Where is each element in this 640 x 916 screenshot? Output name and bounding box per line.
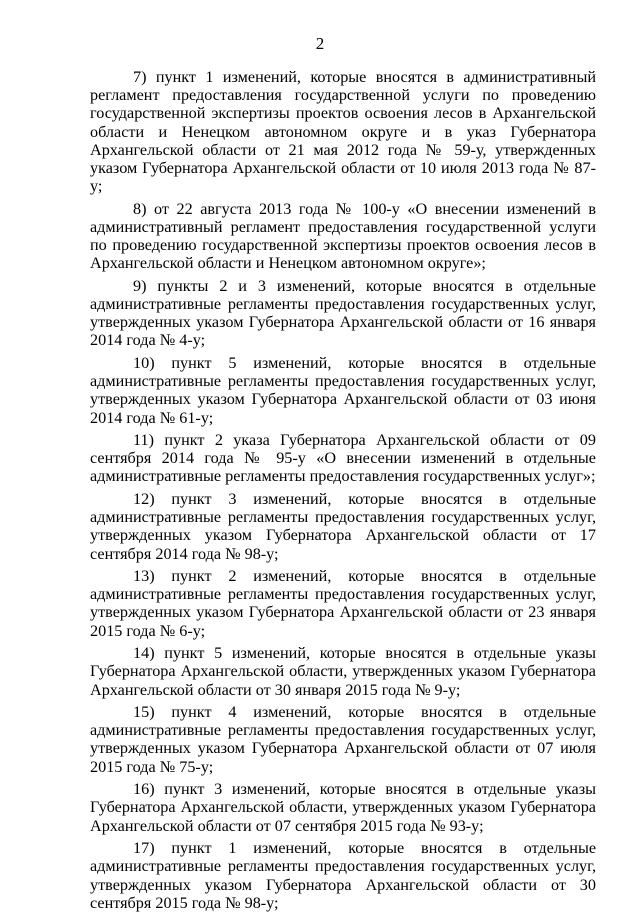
list-item-12: 12) пункт 3 изменений, которые вносятся в отдельные административные регламенты предоставления государственных услуг, утвержденных указом Губернатора Архангельской области от 17 сентября 2014 года № 98-у; bbox=[90, 489, 596, 563]
list-item-14: 14) пункт 5 изменений, которые вносятся в отдельные указы Губернатора Архангельской области, утвержденных указом Губернатора Архангельской области от 30 января 2015 года № 9-у; bbox=[90, 644, 596, 699]
list-item-9: 9) пункты 2 и 3 изменений, которые вносятся в отдельные административные регламенты предоставления государственных услуг, утвержденных указом Губернатора Архангельской области от 16 января 2014 года № 4-у; bbox=[90, 276, 596, 350]
list-item-13: 13) пункт 2 изменений, которые вносятся в отдельные административные регламенты предоставления государственных услуг, утвержденных указом Губернатора Архангельской области от 23 января 2015 года № 6-у; bbox=[90, 567, 596, 640]
list-item-11: 11) пункт 2 указа Губернатора Архангельской области от 09 сентября 2014 года № 95-у «О внесении изменений в отдельные административные регламенты предоставления государственных услуг»; bbox=[90, 431, 596, 486]
list-item-7: 7) пункт 1 изменений, которые вносятся в административный регламент предоставления государственной услуги по проведению государственной экспертизы проектов освоения лесов в Архангельской области и Ненецком автономном округе и в указ Губернатора Архангельской области от 21 мая 2012 года № 59-у, утвержденных указом Губернатора Архангельской области от 10 июля 2013 года № 87-у; bbox=[90, 68, 596, 196]
list-item-16: 16) пункт 3 изменений, которые вносятся в отдельные указы Губернатора Архангельской области, утвержденных указом Губернатора Архангельской области от 07 сентября 2015 года № 93-у; bbox=[90, 780, 596, 835]
list-item-17: 17) пункт 1 изменений, которые вносятся в отдельные административные регламенты предоставления государственных услуг, утвержденных указом Губернатора Архангельской области от 30 сентября 2015 года № 98-у; bbox=[90, 839, 596, 912]
list-item-15: 15) пункт 4 изменений, которые вносятся в отдельные административные регламенты предоставления государственных услуг, утвержденных указом Губернатора Архангельской области от 07 июля 2015 года № 75-у; bbox=[90, 703, 596, 776]
page-number: 2 bbox=[315, 34, 325, 53]
list-item-10: 10) пункт 5 изменений, которые вносятся в отдельные административные регламенты предоставления государственных услуг, утвержденных указом Губернатора Архангельской области от 03 июня 2014 года № 61-у; bbox=[90, 353, 596, 427]
list-item-8: 8) от 22 августа 2013 года № 100-у «О внесении изменений в административный регламент предоставления государственной услуги по проведению государственной экспертизы проектов освоения лесов в Архангельской области и Ненецком автономном округе»; bbox=[90, 199, 596, 273]
document-body bbox=[90, 68, 596, 916]
